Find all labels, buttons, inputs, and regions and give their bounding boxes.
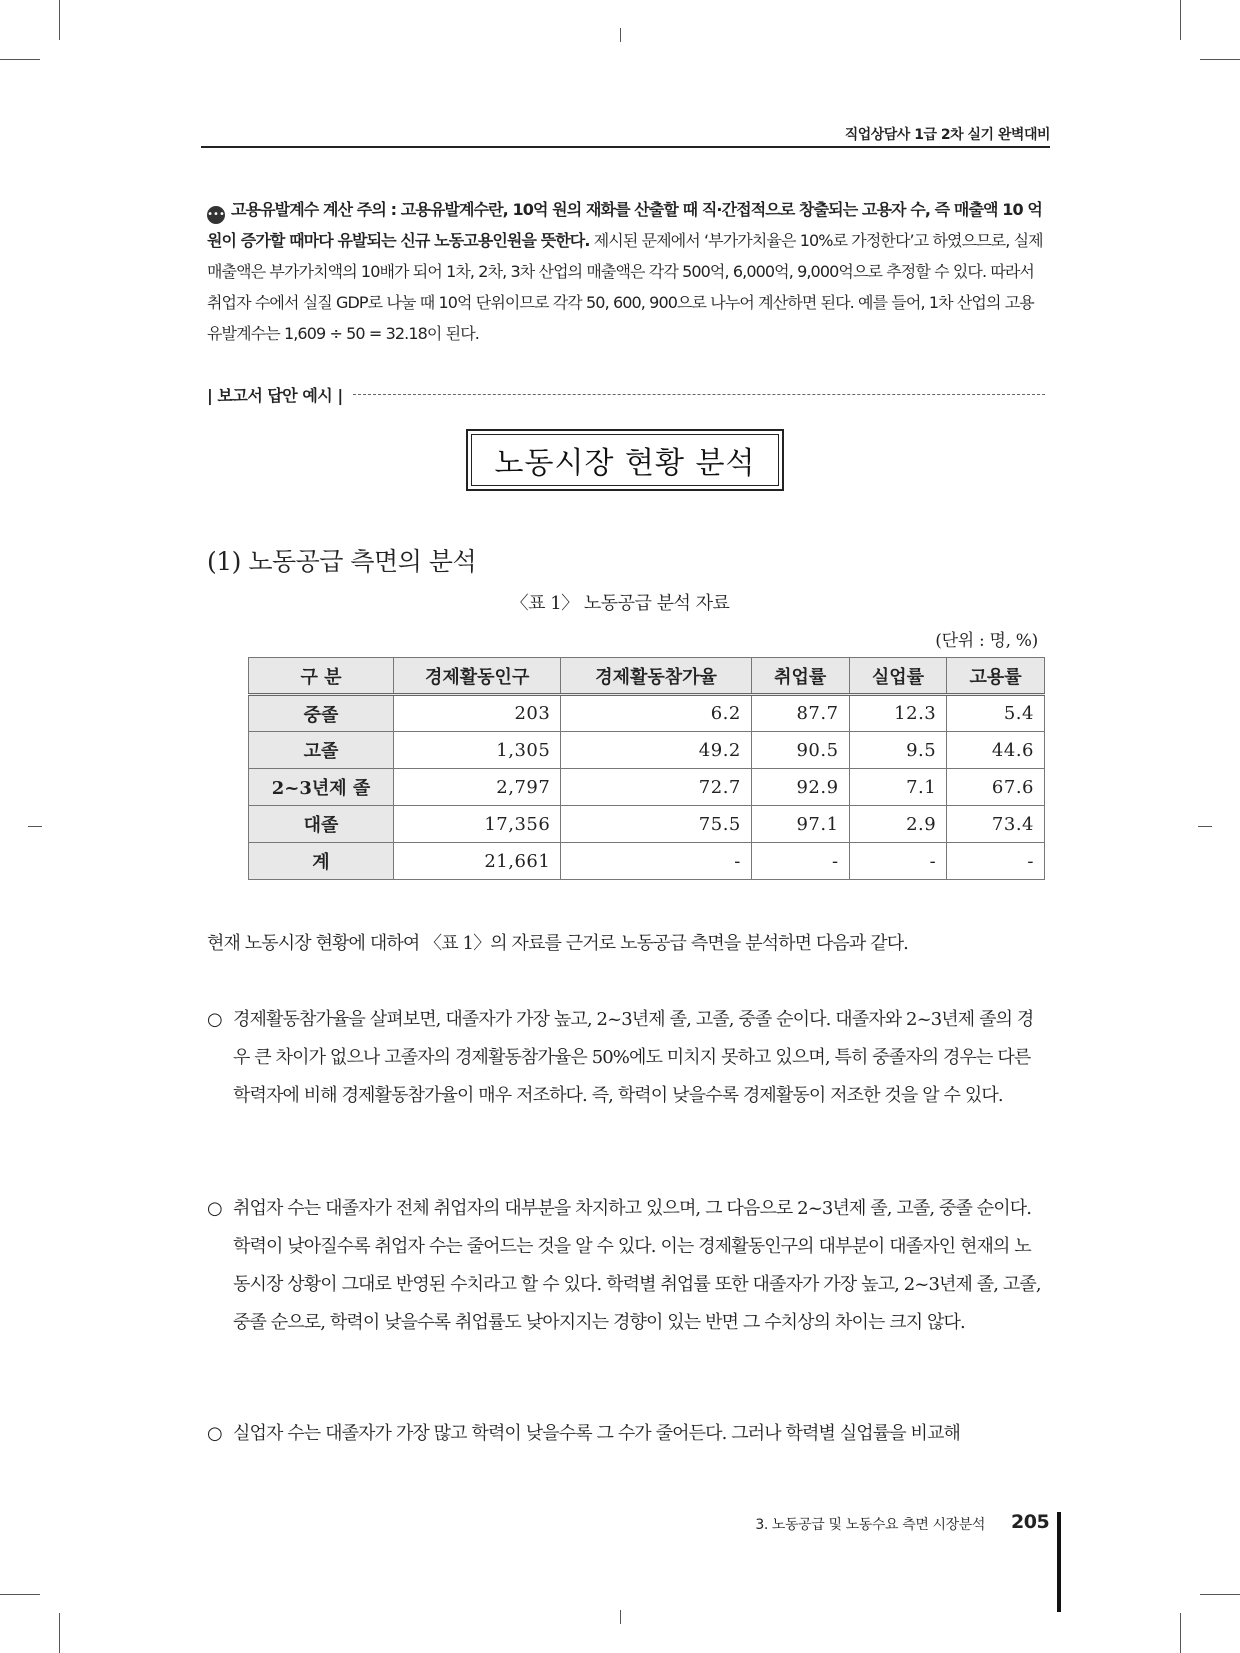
crop-mark <box>59 1613 60 1653</box>
table-cell: 9.5 <box>849 732 947 769</box>
row-header: 대졸 <box>249 806 394 843</box>
column-header: 경제활동인구 <box>394 658 561 695</box>
table-unit: (단위 : 명, %) <box>935 631 1038 651</box>
table-cell: 67.6 <box>947 769 1045 806</box>
crop-mark <box>1180 0 1181 40</box>
table-cell: - <box>751 843 849 880</box>
table-row <box>249 695 1045 732</box>
row-header: 2~3년제 졸 <box>249 769 394 806</box>
crop-mark <box>620 1610 621 1624</box>
dashed-divider <box>353 394 1045 395</box>
section-label: | 보고서 답안 예시 | <box>207 385 343 405</box>
table-cell: 97.1 <box>751 806 849 843</box>
table-cell: 92.9 <box>751 769 849 806</box>
subheading: (1) 노동공급 측면의 분석 <box>207 547 477 576</box>
table-cell: 203 <box>394 695 561 732</box>
table-cell: 73.4 <box>947 806 1045 843</box>
table-cell: 49.2 <box>561 732 752 769</box>
table-header-row <box>249 658 1045 695</box>
crop-mark <box>620 28 621 42</box>
table-cell: 17,356 <box>394 806 561 843</box>
table-cell: 44.6 <box>947 732 1045 769</box>
table-cell: 6.2 <box>561 695 752 732</box>
bullet-text: 경제활동참가율을 살펴보면, 대졸자가 가장 높고, 2~3년제 졸, 고졸, 중졸 순이다. 대졸자와 2~3년제 졸의 경우 큰 차이가 없으나 고졸자의 경제활동참가율은 50%에도 미치지 못하고 있으며, 특히 중졸자의 경우는 다른 학력자에 비해 경제활동참가율이 매우 저조하다. 즉, 학력이 낮을수록 경제활동이 저조한 것을 알 수 있다. <box>233 1009 1034 1106</box>
column-header: 실업률 <box>849 658 947 695</box>
more-dots-icon: ••• <box>207 206 225 224</box>
table-cell: 75.5 <box>561 806 752 843</box>
table-cell: 2.9 <box>849 806 947 843</box>
section-header <box>207 382 1045 406</box>
note-text: 제시된 문제에서 ‘부가가치율은 10%로 가정한다’고 하였으므로, 실제 매출액은 부가가치액의 10배가 되어 1차, 2차, 3차 산업의 매출액은 각각 500억, 6,000억, 9,000억으로 추정할 수 있다. 따라서 취업자 수에서 실질 GDP로 나눌 때 10억 단위이므로 각각 50, 600, 900으로 나누어 계산하면 된다. 예를 들어, 1차 산업의 고용유발계수는 1,609 ÷ 50 = 32.18이 된다. <box>207 231 1043 343</box>
report-title-box <box>466 429 784 491</box>
table-cell: 90.5 <box>751 732 849 769</box>
bullet-text: 취업자 수는 대졸자가 전체 취업자의 대부분을 차지하고 있으며, 그 다음으로 2~3년제 졸, 고졸, 중졸 순이다. 학력이 낮아질수록 취업자 수는 줄어드는 것을 알 수 있다. 이는 경제활동인구의 대부분이 대졸자인 현재의 노동시장 상황이 그대로 반영된 수치라고 할 수 있다. 학력별 취업률 또한 대졸자가 가장 높고, 2~3년제 졸, 고졸, 중졸 순으로, 학력이 낮을수록 취업률도 낮아지지는 경향이 있는 반면 그 수치상의 차이는 크지 않다. <box>233 1198 1041 1333</box>
table-cell: 87.7 <box>751 695 849 732</box>
column-header: 취업률 <box>751 658 849 695</box>
bullet-paragraph <box>207 1415 1047 1453</box>
running-header-title: 직업상담사 1급 2차 실기 완벽대비 <box>844 127 1050 143</box>
circle-bullet-icon: ○ <box>207 1423 222 1444</box>
column-header: 구 분 <box>249 658 394 695</box>
note-bold-text: 고용유발계수 계산 주의 : 고용유발계수란, 10억 원의 재화를 산출할 때 직·간접적으로 창출되는 고용자 수, 즉 매출액 10 억 원이 증가할 때마다 유발되는 신규 노동고용인원을 뜻한다. <box>207 200 1042 250</box>
crop-mark <box>59 0 60 40</box>
table-cell: 72.7 <box>561 769 752 806</box>
table-row <box>249 843 1045 880</box>
table-cell: 12.3 <box>849 695 947 732</box>
bullet-text: 실업자 수는 대졸자가 가장 많고 학력이 낮을수록 그 수가 줄어든다. 그러나 학력별 실업률을 비교해 <box>233 1423 961 1444</box>
table-row <box>249 732 1045 769</box>
row-header: 계 <box>249 843 394 880</box>
bullet-paragraph <box>207 1001 1047 1115</box>
table-cell: 1,305 <box>394 732 561 769</box>
footer-chapter: 3. 노동공급 및 노동수요 측면 시장분석 <box>755 1517 985 1533</box>
row-header: 중졸 <box>249 695 394 732</box>
footer-bar <box>1057 1512 1061 1612</box>
table-cell: - <box>849 843 947 880</box>
table-cell: 21,661 <box>394 843 561 880</box>
header-rule <box>201 146 1050 148</box>
table-cell: 5.4 <box>947 695 1045 732</box>
table-row <box>249 806 1045 843</box>
table-cell: - <box>561 843 752 880</box>
table-cell: - <box>947 843 1045 880</box>
intro-paragraph: 현재 노동시장 현황에 대하여 〈표 1〉의 자료를 근거로 노동공급 측면을 분석하면 다음과 같다. <box>207 933 908 954</box>
table-caption: 〈표 1〉 노동공급 분석 자료 <box>510 593 730 614</box>
crop-mark <box>1200 59 1240 60</box>
table-cell: 7.1 <box>849 769 947 806</box>
crop-mark <box>0 59 40 60</box>
column-header: 경제활동참가율 <box>561 658 752 695</box>
crop-mark <box>1200 1594 1240 1595</box>
crop-mark <box>28 826 42 827</box>
row-header: 고졸 <box>249 732 394 769</box>
note-paragraph <box>207 194 1047 349</box>
crop-mark <box>1198 826 1212 827</box>
labor-supply-table <box>248 657 1045 880</box>
circle-bullet-icon: ○ <box>207 1198 222 1219</box>
circle-bullet-icon: ○ <box>207 1009 222 1030</box>
table-row <box>249 769 1045 806</box>
column-header: 고용률 <box>947 658 1045 695</box>
page-number: 205 <box>1011 1511 1050 1533</box>
crop-mark <box>0 1594 40 1595</box>
crop-mark <box>1180 1613 1181 1653</box>
table-cell: 2,797 <box>394 769 561 806</box>
bullet-paragraph <box>207 1190 1047 1342</box>
report-title: 노동시장 현황 분석 <box>471 434 779 486</box>
